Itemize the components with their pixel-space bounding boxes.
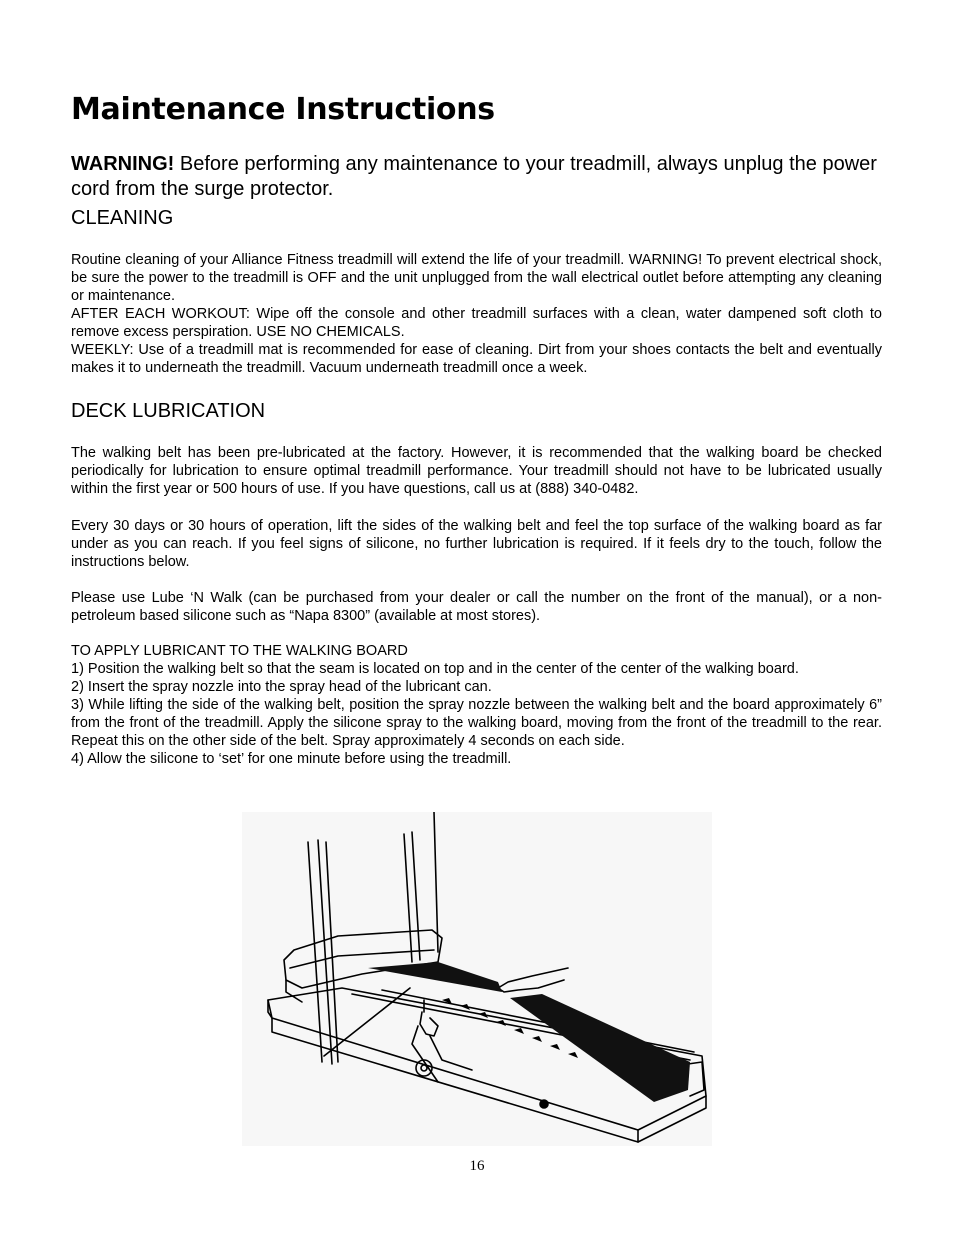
deck-paragraph-text: The walking belt has been pre-lubricated at the factory. However, it is recommended that the walking board be checked periodically for lubrication to ensure optimal treadmill performance. Your treadmill should not have to be lubricated usually within the first year or 500 hours of use. If you have questions, call us at (888) 340-0482.: [71, 445, 882, 497]
cleaning-paragraph: Routine cleaning of your Alliance Fitness treadmill will extend the life of your treadmill. WARNING! To prevent electrical shock, be sure the power to the treadmill is OFF and the unit unplugged from the wall electrical outlet before attempting any cleaning or maintenance.: [71, 252, 882, 304]
step-item: 2) Insert the spray nozzle into the spray head of the lubricant can.: [71, 679, 492, 695]
lubricant-steps: [71, 642, 882, 768]
steps-heading: TO APPLY LUBRICANT TO THE WALKING BOARD: [71, 643, 408, 659]
cleaning-heading: CLEANING: [71, 207, 174, 229]
warning-notice: [71, 152, 882, 202]
page-title: Maintenance Instructions: [71, 92, 495, 127]
treadmill-lubrication-illustration: [242, 812, 712, 1146]
deck-paragraph-1: [71, 444, 882, 498]
treadmill-drawing: [242, 812, 712, 1146]
cleaning-paragraph: AFTER EACH WORKOUT: Wipe off the console and other treadmill surfaces with a clean, water dampened soft cloth to remove excess perspiration. USE NO CHEMICALS.: [71, 306, 882, 340]
deck-paragraph-2: [71, 517, 882, 571]
deck-paragraph-text: Please use Lube ‘N Walk (can be purchased from your dealer or call the number on the front of the manual), or a non-petroleum based silicone such as “Napa 8300” (available at most stores).: [71, 590, 882, 624]
cleaning-body: [71, 251, 882, 377]
deck-paragraph-text: Every 30 days or 30 hours of operation, lift the sides of the walking belt and feel the top surface of the walking board as far under as you can reach. If you feel signs of silicone, no further lubrication is required. If it feels dry to the touch, follow the instructions below.: [71, 518, 882, 570]
deck-lubrication-heading: DECK LUBRICATION: [71, 400, 266, 422]
step-item: 4) Allow the silicone to ‘set’ for one minute before using the treadmill.: [71, 751, 512, 767]
warning-text: Before performing any maintenance to your treadmill, always unplug the power cord from the surge protector.: [71, 153, 877, 200]
step-item: 3) While lifting the side of the walking belt, position the spray nozzle between the walking belt and the board approximately 6” from the front of the treadmill. Apply the silicone spray to the walking board, moving from the front of the treadmill to the rear. Repeat this on the other side of the belt. Spray approximately 4 seconds on each side.: [71, 697, 882, 749]
warning-label: WARNING!: [71, 153, 175, 175]
cleaning-paragraph: WEEKLY: Use of a treadmill mat is recommended for ease of cleaning. Dirt from your shoes contacts the belt and eventually makes it to underneath the treadmill. Vacuum underneath treadmill once a week.: [71, 342, 882, 376]
deck-paragraph-3: [71, 589, 882, 625]
page-number: 16: [469, 1158, 485, 1174]
step-item: 1) Position the walking belt so that the seam is located on top and in the center of the center of the walking board.: [71, 661, 799, 677]
